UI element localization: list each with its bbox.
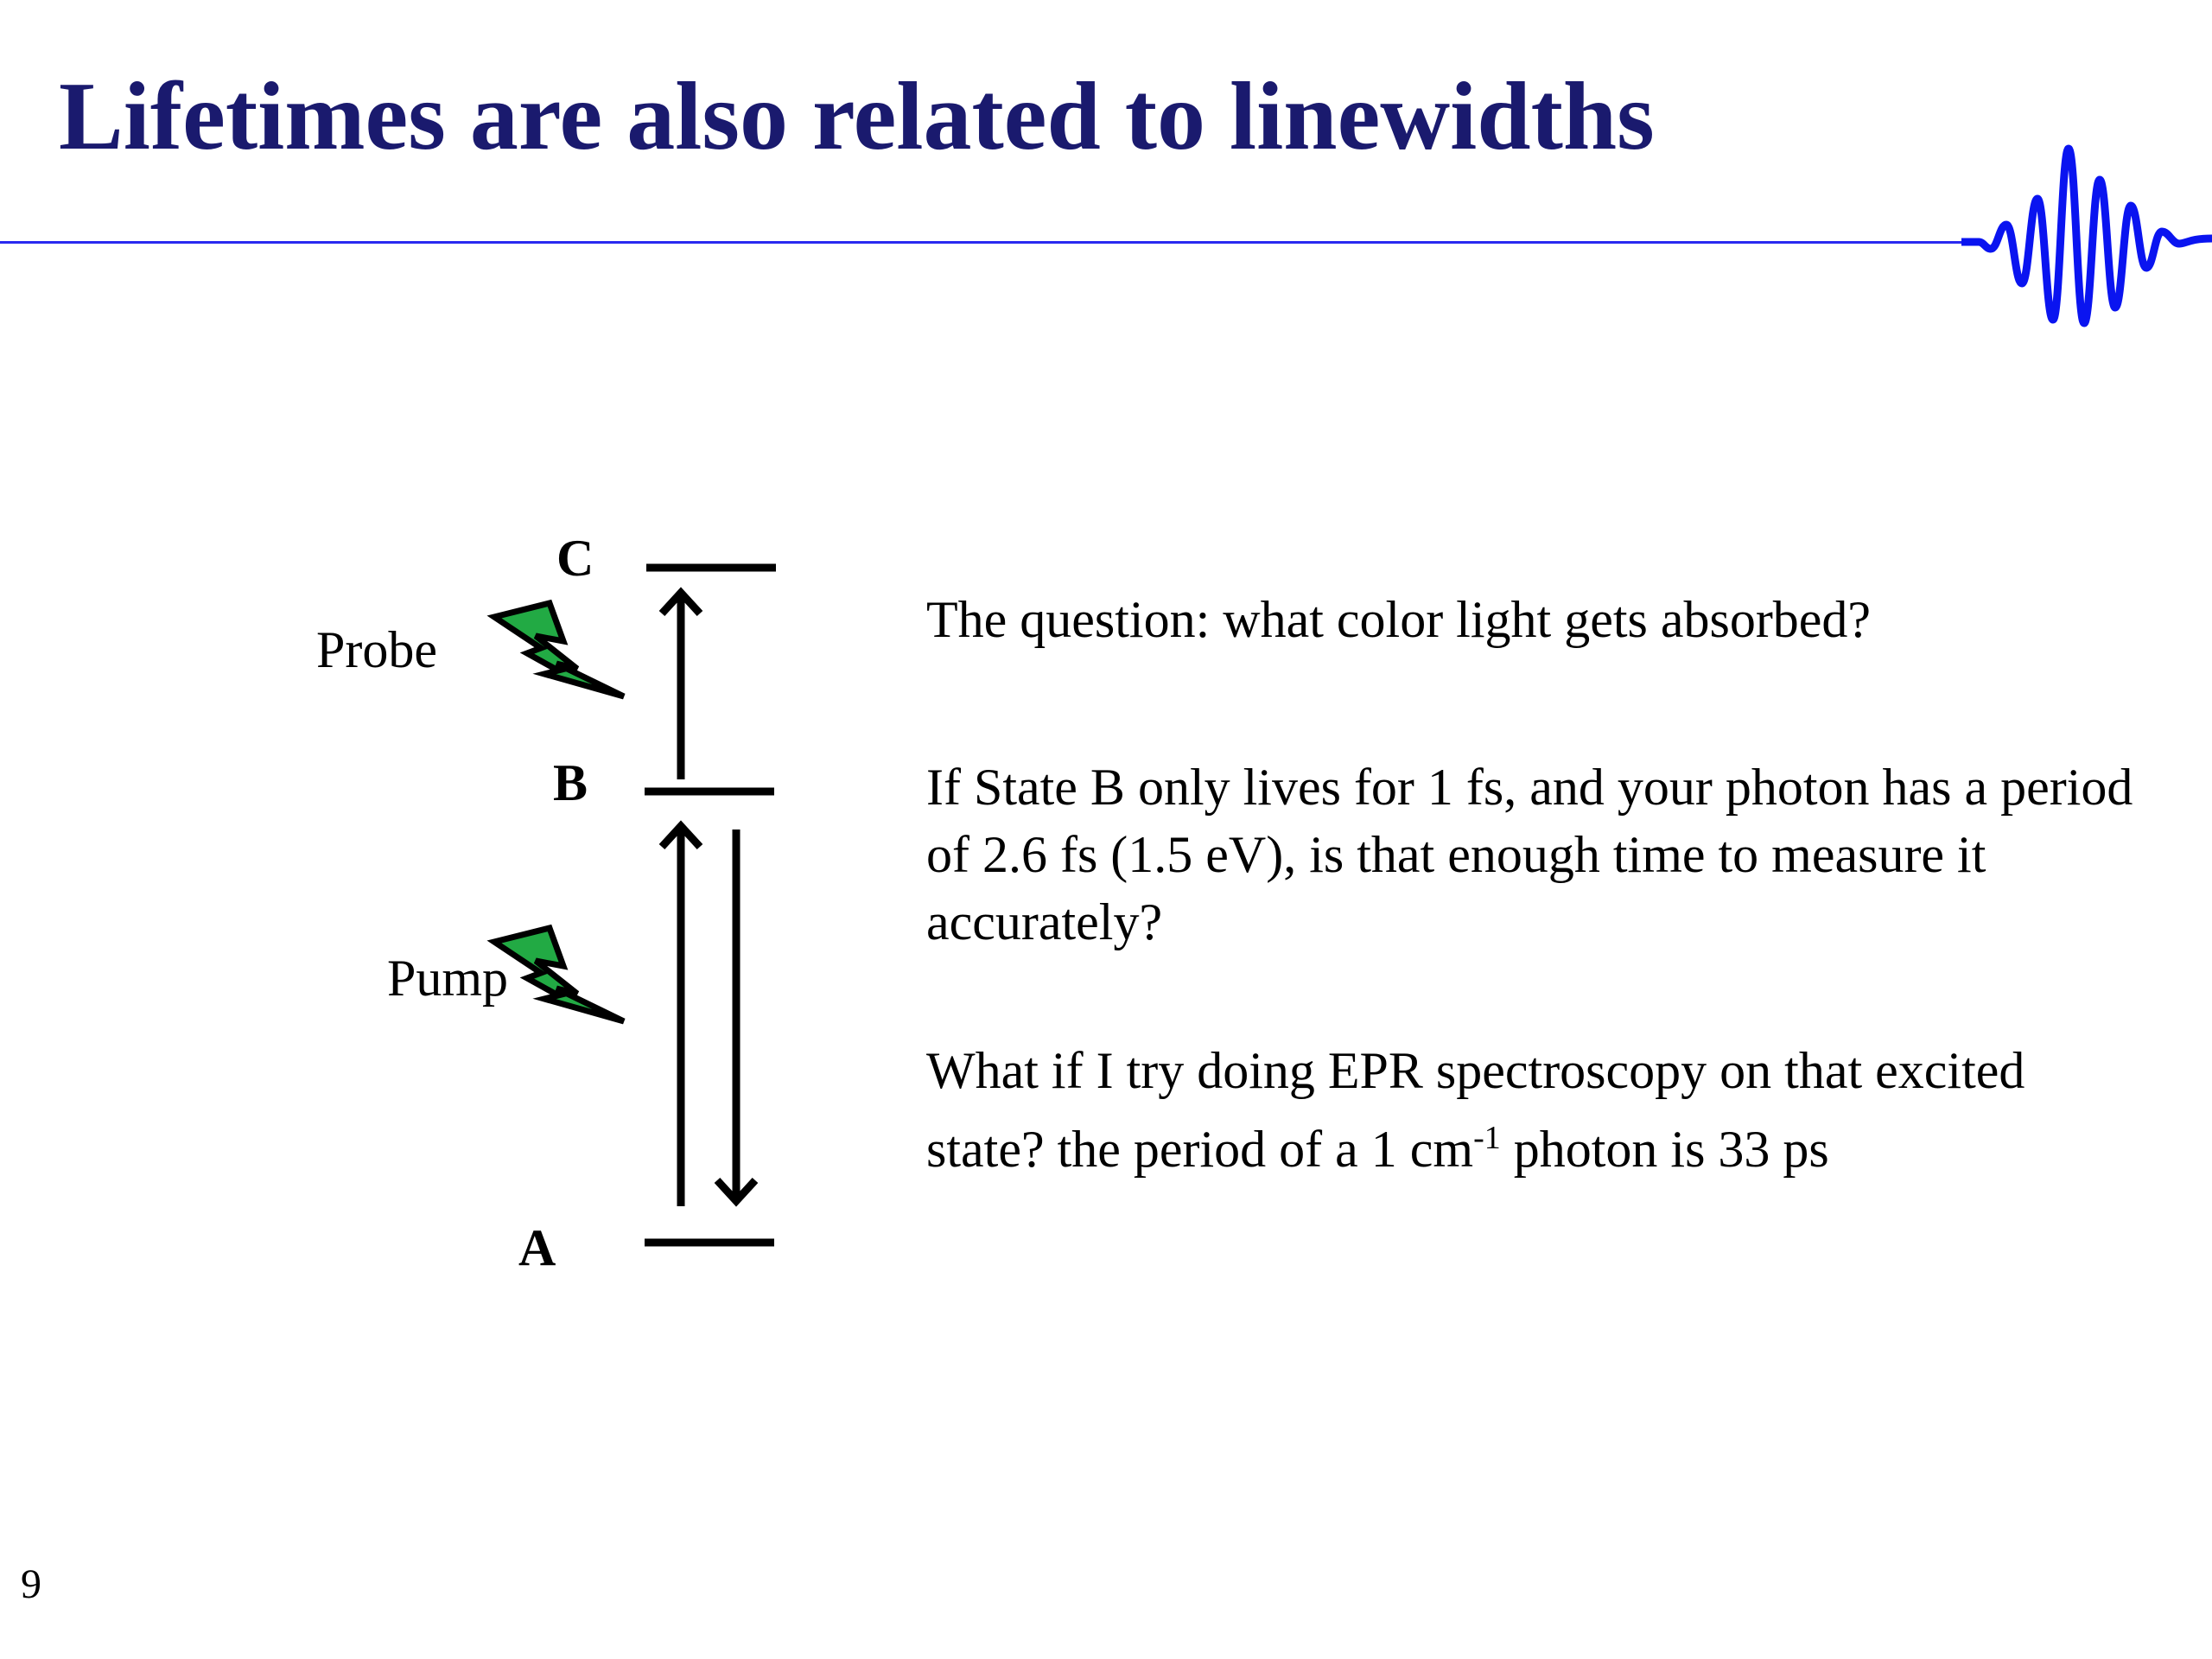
level-b-label: B xyxy=(553,754,588,811)
probe-lightning-icon xyxy=(494,603,624,696)
decay-transition-arrow xyxy=(717,830,755,1201)
level-a-label: A xyxy=(518,1219,556,1276)
page-number: 9 xyxy=(21,1561,41,1607)
question-text: The question: what color light gets absorbed? xyxy=(926,591,1872,648)
pump-lightning-icon xyxy=(494,928,624,1021)
epr-text xyxy=(926,1037,2153,1183)
pump-transition-arrow xyxy=(662,826,700,1206)
probe-label: Probe xyxy=(316,621,437,678)
state-b-lifetime-text: If State B only lives for 1 fs, and your photon has a period of 2.6 fs (1.5 eV), is that enough time to measure it accurately? xyxy=(926,759,2133,950)
pump-label: Pump xyxy=(387,950,509,1007)
slide-title: Lifetimes are also related to linewidths xyxy=(59,63,1655,170)
epr-text-main: What if I try doing EPR spectroscopy on that excited state? the period of a 1 cm xyxy=(926,1042,2025,1178)
level-c-label: C xyxy=(556,530,594,587)
probe-transition-arrow xyxy=(662,593,700,779)
epr-text-superscript: -1 xyxy=(1473,1120,1501,1156)
epr-text-end: photon is 33 ps xyxy=(1500,1121,1829,1178)
